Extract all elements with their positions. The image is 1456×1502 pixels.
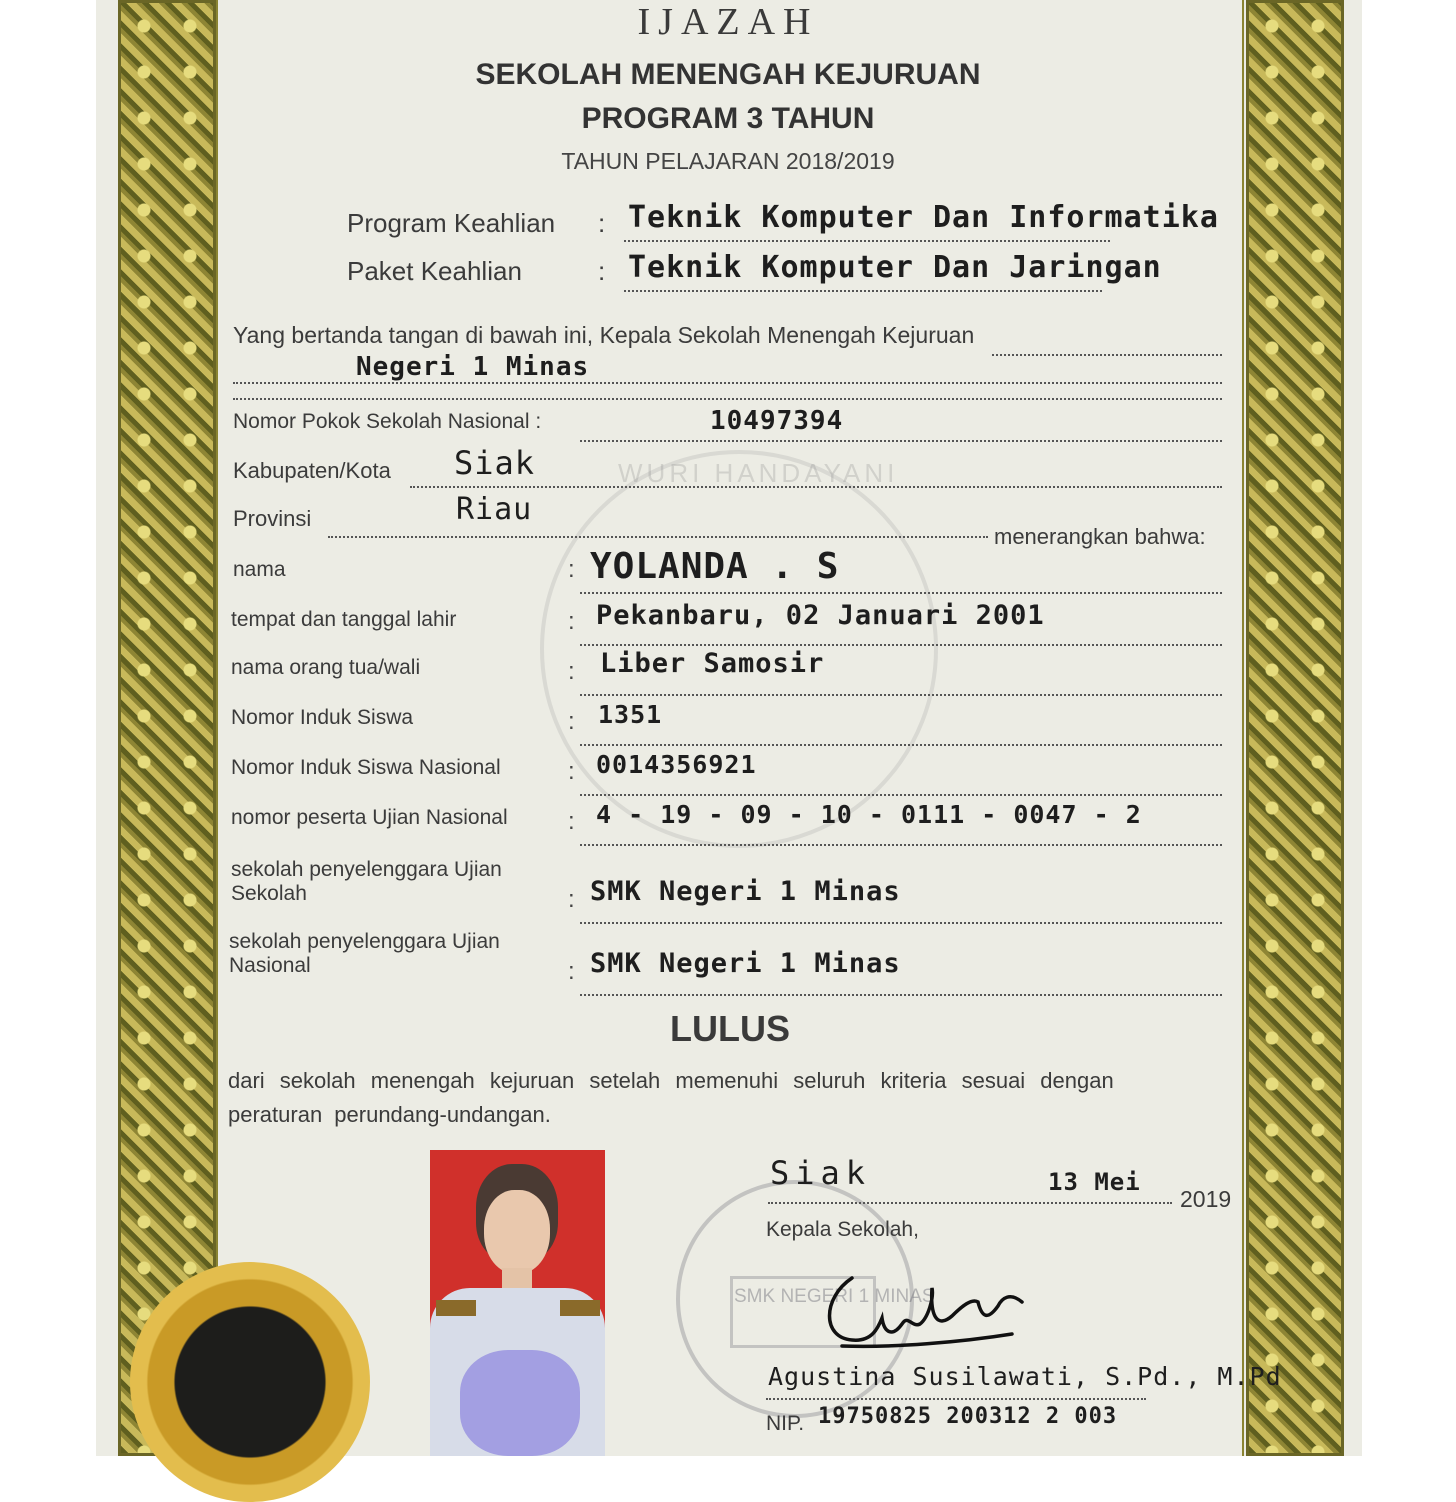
us-value: SMK Negeri 1 Minas <box>590 876 901 907</box>
nip-value: 19750825 200312 2 003 <box>818 1404 1118 1429</box>
program-label: Program Keahlian <box>347 208 556 238</box>
un-label-line2: Nasional <box>229 954 311 977</box>
nisn-dotted-line <box>580 794 1222 796</box>
principal-signature <box>812 1258 1042 1358</box>
nisn-colon: : <box>568 758 575 785</box>
ttl-label: tempat dan tanggal lahir <box>231 608 457 631</box>
ttl-colon: : <box>568 608 575 635</box>
nisn-value: 0014356921 <box>596 750 757 779</box>
ujian-dotted-line <box>580 844 1222 846</box>
un-value: SMK Negeri 1 Minas <box>590 948 901 979</box>
ttl-value: Pekanbaru, 02 Januari 2001 <box>596 600 1045 631</box>
us-label-line1: sekolah penyelenggara Ujian <box>231 858 502 881</box>
paket-colon: : <box>598 256 606 286</box>
provinsi-dotted-line <box>328 536 988 538</box>
principal-role: Kepala Sekolah, <box>766 1218 919 1241</box>
gold-seal <box>130 1262 370 1502</box>
nisn-label: Nomor Induk Siswa Nasional <box>231 756 501 779</box>
ujian-value: 4 - 19 - 09 - 10 - 0111 - 0047 - 2 <box>596 800 1142 829</box>
us-colon: : <box>568 886 575 913</box>
school-name-value: Negeri 1 Minas <box>356 352 590 382</box>
provinsi-value: Riau <box>456 492 533 527</box>
un-label-line1: sekolah penyelenggara Ujian <box>229 930 500 953</box>
ortu-dotted-line <box>580 694 1222 696</box>
student-photo <box>430 1150 605 1456</box>
ujian-label: nomor peserta Ujian Nasional <box>231 806 508 829</box>
program-duration-heading: PROGRAM 3 TAHUN <box>581 102 875 135</box>
npsn-label: Nomor Pokok Sekolah Nasional : <box>233 410 542 433</box>
program-colon: : <box>598 208 606 238</box>
provinsi-label: Provinsi <box>233 506 312 531</box>
principal-name-dotted-line <box>766 1398 1146 1400</box>
intro-dotted-line <box>992 354 1222 356</box>
document-title: IJAZAH <box>637 1 819 43</box>
school-stamp-text: SMK NEGERI 1 MINAS <box>734 1286 935 1307</box>
nama-label: nama <box>233 558 286 581</box>
signing-dotted-line <box>768 1202 1172 1204</box>
nis-label: Nomor Induk Siswa <box>231 706 414 729</box>
program-value: Teknik Komputer Dan Informatika <box>628 200 1219 235</box>
ortu-value: Liber Samosir <box>600 648 825 679</box>
ujian-colon: : <box>568 808 575 835</box>
nis-value: 1351 <box>598 700 663 729</box>
provinsi-suffix: menerangkan bahwa: <box>994 524 1206 549</box>
ornamental-border-left <box>118 0 216 1456</box>
school-type-heading: SEKOLAH MENENGAH KEJURUAN <box>475 58 981 91</box>
graduation-status: LULUS <box>670 1008 790 1049</box>
nip-label: NIP. <box>766 1412 805 1435</box>
ornamental-border-right <box>1246 0 1344 1456</box>
nama-dotted-line <box>580 592 1222 594</box>
paket-value: Teknik Komputer Dan Jaringan <box>628 250 1162 285</box>
paket-dotted-line <box>624 290 1102 292</box>
signing-place: Siak <box>770 1154 872 1192</box>
border-rule-right <box>1242 0 1244 1456</box>
npsn-dotted-line <box>580 440 1222 442</box>
school-name-dotted-line <box>233 382 1222 384</box>
paket-label: Paket Keahlian <box>347 256 522 286</box>
nis-dotted-line <box>580 744 1222 746</box>
ortu-colon: : <box>568 658 575 685</box>
signing-year: 2019 <box>1180 1186 1232 1212</box>
principal-name: Agustina Susilawati, S.Pd., M.Pd <box>768 1362 1282 1391</box>
border-rule-left <box>216 0 218 1456</box>
un-dotted-line <box>580 994 1222 996</box>
npsn-value: 10497394 <box>710 406 844 436</box>
watermark-text: WURI HANDAYANI <box>618 458 899 488</box>
intro-text: Yang bertanda tangan di bawah ini, Kepala Sekolah Menengah Kejuruan <box>233 322 975 348</box>
nis-colon: : <box>568 708 575 735</box>
signing-date: 13 Mei <box>1048 1168 1141 1196</box>
us-dotted-line <box>580 922 1222 924</box>
ttl-dotted-line <box>580 644 1222 646</box>
program-dotted-line <box>624 240 1110 242</box>
result-text-line1: dari sekolah menengah kejuruan setelah memenuhi seluruh kriteria sesuai dengan <box>228 1068 1114 1093</box>
result-text-line2: peraturan perundang-undangan. <box>228 1102 551 1127</box>
us-label-line2: Sekolah <box>231 882 307 905</box>
nama-colon: : <box>568 556 575 583</box>
un-colon: : <box>568 958 575 985</box>
kabupaten-label: Kabupaten/Kota <box>233 458 391 483</box>
kabupaten-dotted-line <box>410 486 1222 488</box>
kabupaten-value: Siak <box>454 444 536 482</box>
nama-value: YOLANDA . S <box>590 546 840 587</box>
academic-year: TAHUN PELAJARAN 2018/2019 <box>561 148 895 174</box>
blank-dotted-line <box>233 398 1222 400</box>
ortu-label: nama orang tua/wali <box>231 656 421 679</box>
